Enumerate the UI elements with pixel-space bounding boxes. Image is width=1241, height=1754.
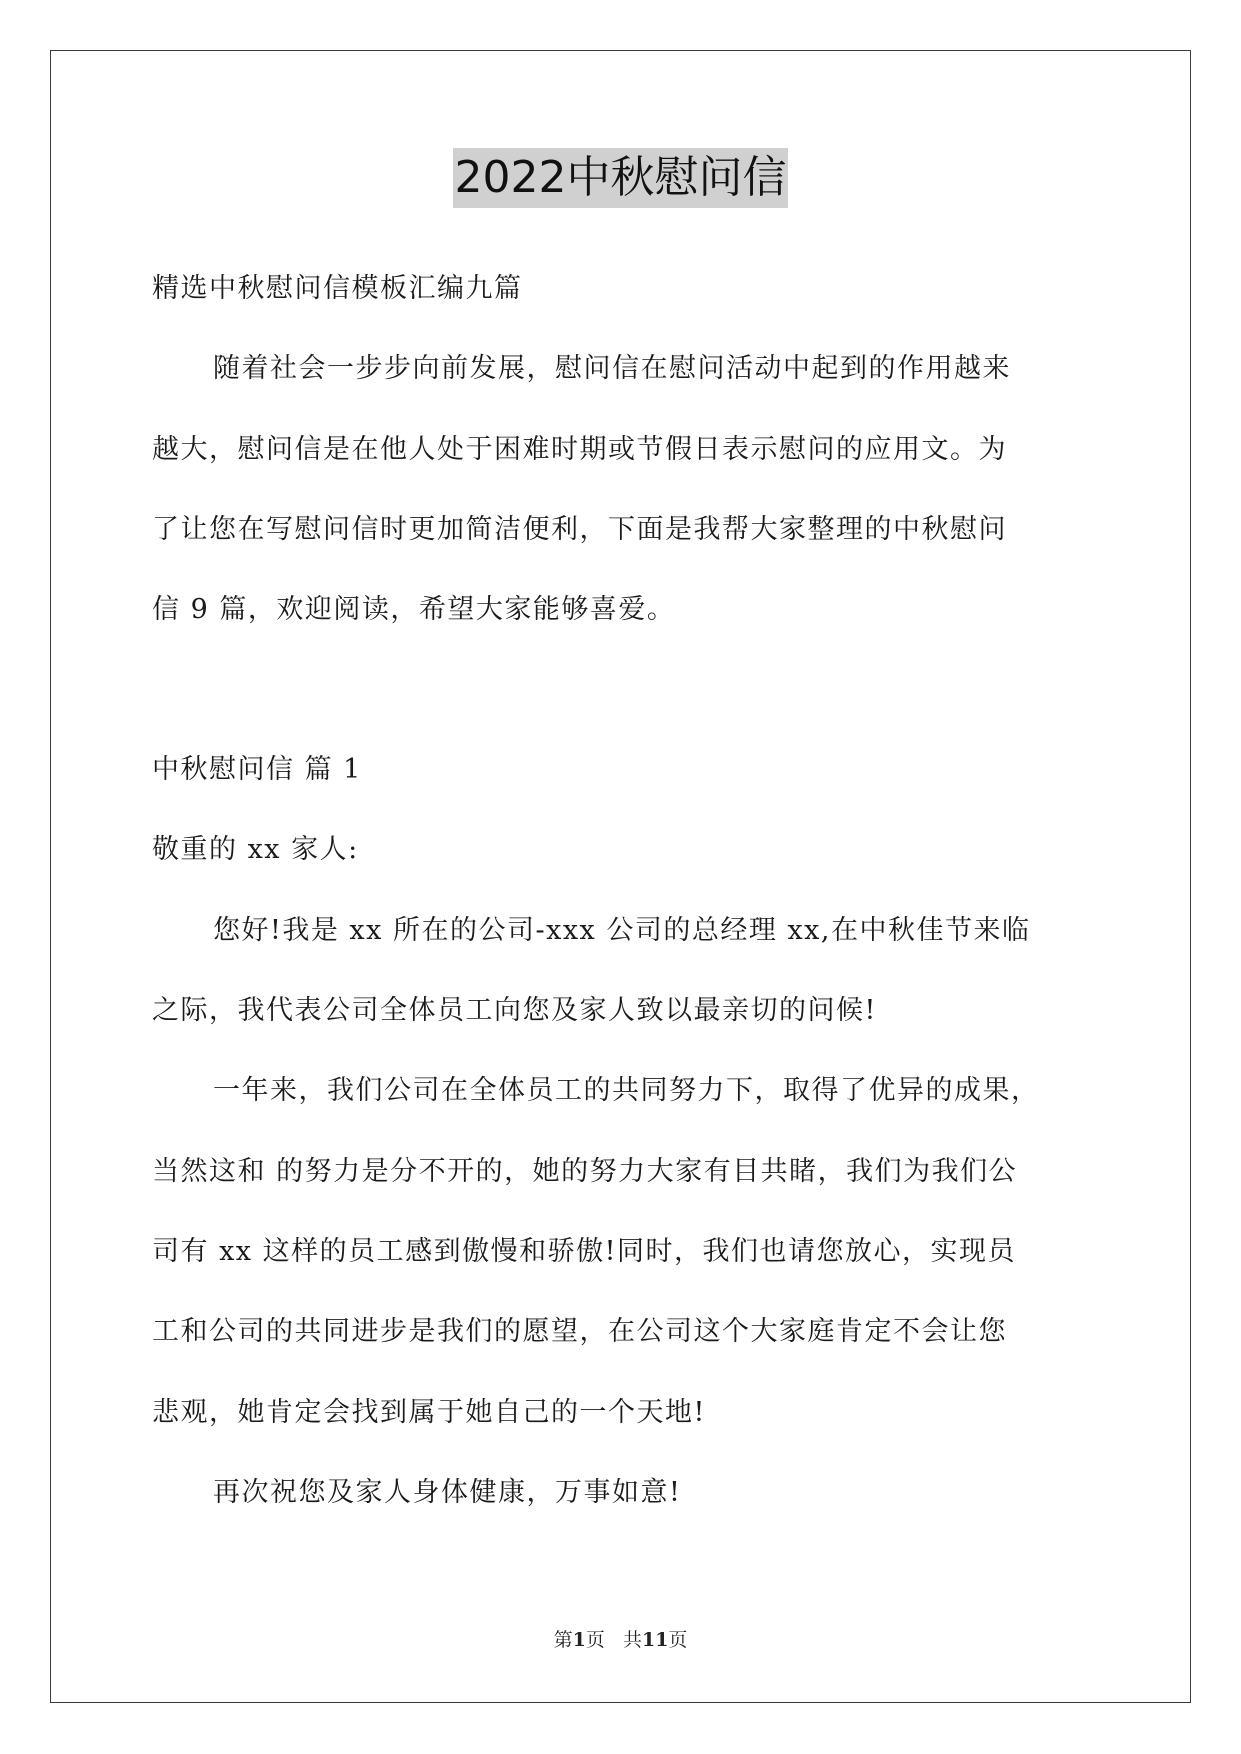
salutation: 敬重的 xx 家人:: [152, 834, 359, 865]
document-title-container: [0, 148, 1241, 208]
intro-line-1: 随着社会一步步向前发展，慰问信在慰问活动中起到的作用越来: [213, 353, 1011, 384]
footer-page-number: 1: [572, 1629, 586, 1651]
document-subtitle: 精选中秋慰问信模板汇编九篇: [152, 273, 523, 304]
section-heading: 中秋慰问信 篇 1: [152, 754, 362, 785]
body-line-1: 您好!我是 xx 所在的公司-xxx 公司的总经理 xx,在中秋佳节来临: [213, 915, 1031, 946]
body-line-4: 当然这和 的努力是分不开的，她的努力大家有目共睹，我们为我们公: [152, 1156, 1018, 1187]
footer-page-suffix: 页: [585, 1629, 605, 1651]
body-line-2: 之际，我代表公司全体员工向您及家人致以最亲切的问候!: [152, 995, 877, 1026]
body-line-7: 悲观，她肯定会找到属于她自己的一个天地!: [152, 1397, 706, 1428]
footer-total-suffix: 页: [668, 1629, 688, 1651]
intro-line-3: 了让您在写慰问信时更加简洁便利，下面是我帮大家整理的中秋慰问: [152, 514, 1007, 545]
body-line-5: 司有 xx 这样的员工感到傲慢和骄傲!同时，我们也请您放心，实现员: [152, 1236, 1016, 1267]
body-line-8: 再次祝您及家人身体健康，万事如意!: [213, 1477, 682, 1508]
footer-page-prefix: 第: [553, 1629, 573, 1651]
body-line-3: 一年来，我们公司在全体员工的共同努力下，取得了优异的成果，: [213, 1075, 1040, 1106]
intro-line-4: 信 9 篇，欢迎阅读，希望大家能够喜爱。: [152, 594, 676, 625]
footer-total-prefix: 共: [622, 1629, 642, 1651]
body-line-6: 工和公司的共同进步是我们的愿望，在公司这个大家庭肯定不会让您: [152, 1316, 1007, 1347]
document-title: 2022中秋慰问信: [453, 148, 789, 208]
page-footer: [0, 1628, 1241, 1652]
intro-line-2: 越大，慰问信是在他人处于困难时期或节假日表示慰问的应用文。为: [152, 434, 1007, 465]
footer-total-pages: 11: [641, 1629, 669, 1651]
